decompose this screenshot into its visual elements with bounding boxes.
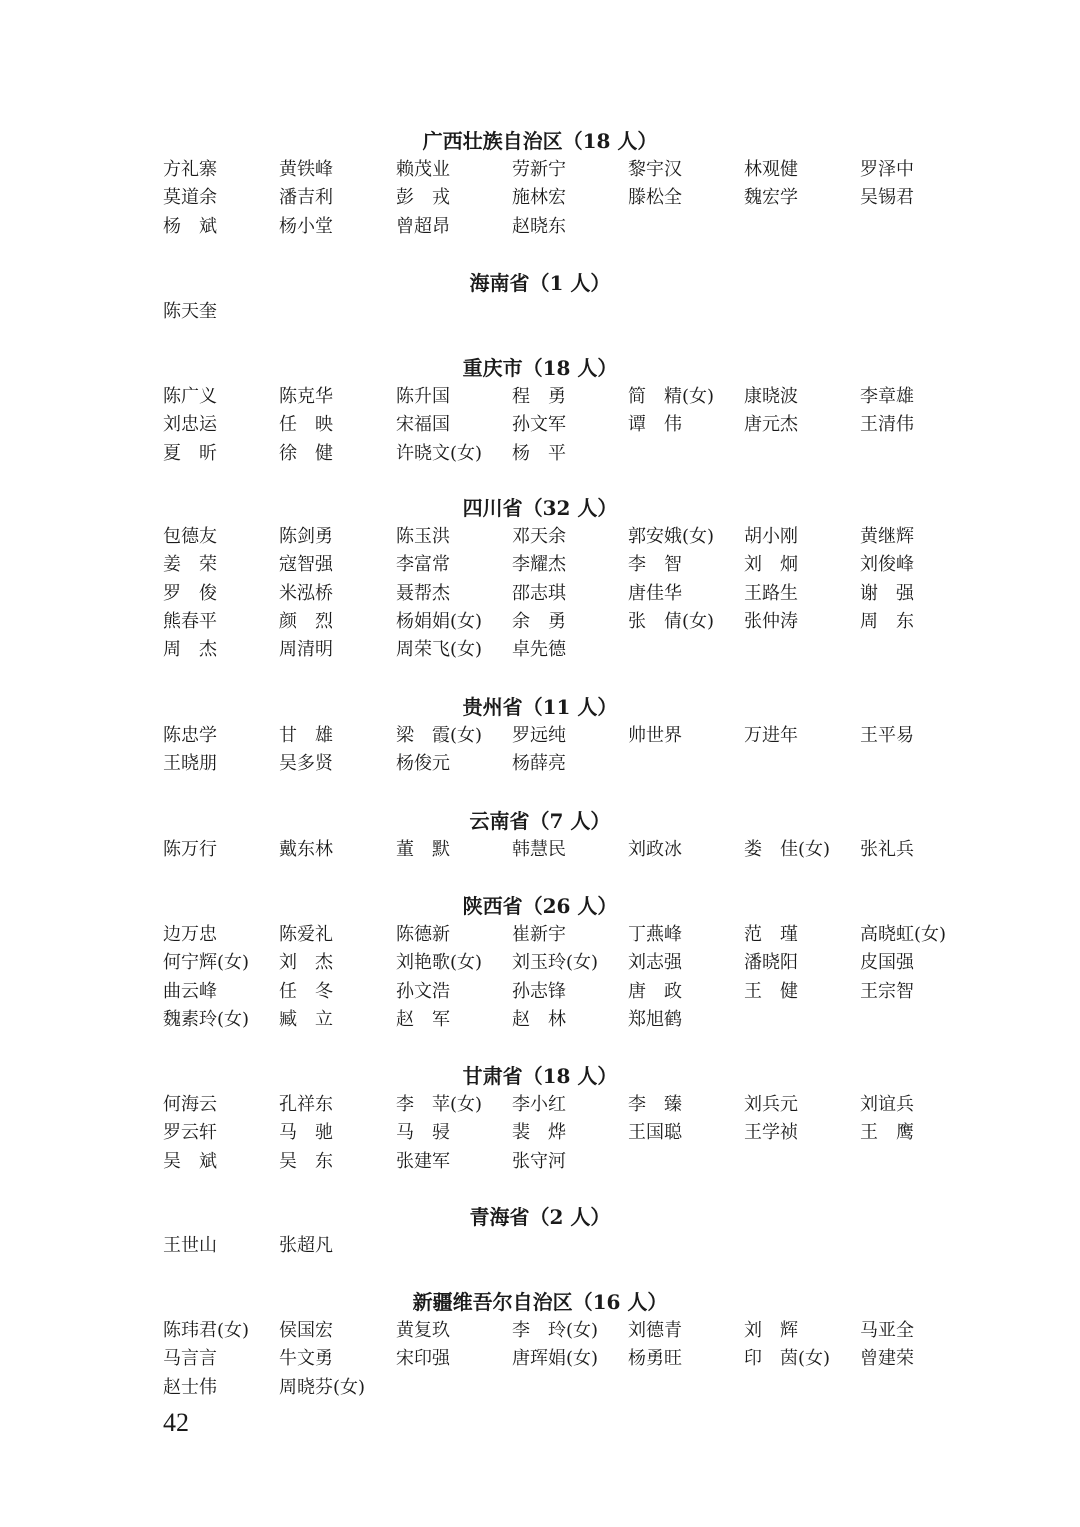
member-name: 程 勇	[512, 386, 566, 407]
member-name: 胡小刚	[744, 526, 798, 547]
member-name: 宋福国	[396, 414, 450, 435]
member-name: 孔祥东	[279, 1094, 333, 1115]
member-name: 潘晓阳	[744, 952, 798, 973]
member-name: 梁 霞(女)	[396, 725, 483, 746]
member-name: 王清伟	[860, 414, 914, 435]
page-number: 42	[163, 1408, 189, 1437]
member-name: 韩慧民	[512, 839, 566, 860]
member-name: 方礼寨	[163, 159, 217, 180]
member-name: 李小红	[512, 1094, 566, 1115]
member-name: 吴 东	[279, 1151, 333, 1172]
province-heading: 陕西省（26 人）	[462, 894, 618, 918]
member-name: 颜 烈	[279, 611, 333, 632]
member-name: 丁燕峰	[628, 924, 682, 945]
member-name: 边万忠	[163, 924, 217, 945]
member-name: 甘 雄	[279, 725, 333, 746]
member-name: 魏宏学	[744, 187, 798, 208]
member-name: 李 玲(女)	[512, 1320, 599, 1341]
province-heading: 广西壮族自治区（18 人）	[422, 129, 658, 153]
member-name: 包德友	[163, 526, 217, 547]
member-name: 宋印强	[396, 1348, 450, 1369]
member-name: 吴多贤	[279, 753, 333, 774]
member-name: 孙文浩	[396, 981, 450, 1002]
member-name: 陈德新	[396, 924, 450, 945]
member-name: 高晓虹(女)	[860, 924, 947, 945]
member-name: 李 臻	[628, 1094, 682, 1115]
member-name: 简 精(女)	[628, 386, 715, 407]
member-name: 李耀杰	[512, 554, 566, 575]
member-name: 何宁辉(女)	[163, 952, 250, 973]
member-name: 谭 伟	[628, 414, 682, 435]
member-name: 刘 炯	[744, 554, 798, 575]
member-name: 孙文军	[512, 414, 566, 435]
member-name: 杨俊元	[396, 753, 450, 774]
member-name: 杨薛亮	[512, 753, 566, 774]
member-name: 刘政冰	[628, 839, 682, 860]
member-name: 皮国强	[860, 952, 914, 973]
member-name: 夏 昕	[163, 443, 217, 464]
member-name: 林观健	[744, 159, 798, 180]
member-name: 杨勇旺	[628, 1348, 682, 1369]
member-name: 赖茂业	[396, 159, 450, 180]
member-name: 杨小堂	[279, 216, 333, 237]
province-heading: 甘肃省（18 人）	[462, 1064, 618, 1088]
member-name: 刘兵元	[744, 1094, 798, 1115]
member-name: 李 苹(女)	[396, 1094, 483, 1115]
member-name: 莫道余	[163, 187, 217, 208]
member-name: 陈克华	[279, 386, 333, 407]
member-name: 米泓桥	[279, 583, 333, 604]
member-name: 任 冬	[279, 981, 333, 1002]
member-name: 陈万行	[163, 839, 217, 860]
member-name: 杨娟娟(女)	[396, 611, 483, 632]
member-name: 邵志琪	[512, 583, 566, 604]
member-name: 刘 杰	[279, 952, 333, 973]
member-name: 吴锡君	[860, 187, 914, 208]
member-name: 余 勇	[512, 611, 566, 632]
member-name: 臧 立	[279, 1009, 333, 1030]
member-name: 张 倩(女)	[628, 611, 715, 632]
province-heading: 海南省（1 人）	[469, 271, 611, 295]
member-name: 李富常	[396, 554, 450, 575]
member-name: 滕松全	[628, 187, 682, 208]
province-heading: 云南省（7 人）	[469, 809, 611, 833]
member-name: 邓天余	[512, 526, 566, 547]
member-name: 许晓文(女)	[396, 443, 483, 464]
member-name: 卓先德	[512, 639, 566, 660]
member-name: 王国聪	[628, 1122, 682, 1143]
member-name: 黎宇汉	[628, 159, 682, 180]
member-name: 张超凡	[279, 1235, 333, 1256]
member-name: 马言言	[163, 1348, 217, 1369]
member-name: 周晓芬(女)	[279, 1377, 366, 1398]
member-name: 赵士伟	[163, 1377, 217, 1398]
member-name: 陈爱礼	[279, 924, 333, 945]
member-name: 曲云峰	[163, 981, 217, 1002]
member-name: 陈忠学	[163, 725, 217, 746]
member-name: 赵 军	[396, 1009, 450, 1030]
member-name: 曾建荣	[860, 1348, 914, 1369]
member-name: 魏素玲(女)	[163, 1009, 250, 1030]
member-name: 何海云	[163, 1094, 217, 1115]
province-heading: 青海省（2 人）	[469, 1205, 611, 1229]
member-name: 周 东	[860, 611, 914, 632]
member-name: 周 杰	[163, 639, 217, 660]
member-name: 张礼兵	[860, 839, 914, 860]
province-heading: 新疆维吾尔自治区（16 人）	[412, 1290, 668, 1314]
member-name: 黄复玖	[396, 1320, 450, 1341]
member-name: 唐 政	[628, 981, 682, 1002]
member-name: 马 驰	[279, 1122, 333, 1143]
member-name: 陈升国	[396, 386, 450, 407]
member-name: 陈广义	[163, 386, 217, 407]
member-name: 刘志强	[628, 952, 682, 973]
member-name: 吴 斌	[163, 1151, 217, 1172]
member-name: 刘玉玲(女)	[512, 952, 599, 973]
member-name: 黄继辉	[860, 526, 914, 547]
member-name: 周荣飞(女)	[396, 639, 483, 660]
member-name: 刘俊峰	[860, 554, 914, 575]
member-name: 陈剑勇	[279, 526, 333, 547]
province-heading: 贵州省（11 人）	[462, 695, 618, 719]
member-name: 陈玮君(女)	[163, 1320, 250, 1341]
member-name: 陈玉洪	[396, 526, 450, 547]
member-name: 彭 戎	[396, 187, 450, 208]
member-name: 帅世界	[628, 725, 682, 746]
member-name: 王世山	[163, 1235, 217, 1256]
member-name: 马 骎	[396, 1122, 450, 1143]
member-name: 赵 林	[512, 1009, 566, 1030]
member-name: 唐佳华	[628, 583, 682, 604]
member-name: 谢 强	[860, 583, 914, 604]
member-name: 王晓朋	[163, 753, 217, 774]
member-name: 寇智强	[279, 554, 333, 575]
member-name: 黄铁峰	[279, 159, 333, 180]
member-name: 王学祯	[744, 1122, 798, 1143]
member-name: 周清明	[279, 639, 333, 660]
member-name: 张仲涛	[744, 611, 798, 632]
member-name: 万进年	[744, 725, 798, 746]
member-name: 刘谊兵	[860, 1094, 914, 1115]
member-name: 聂帮杰	[396, 583, 450, 604]
member-name: 任 映	[279, 414, 333, 435]
member-name: 熊春平	[163, 611, 217, 632]
member-name: 姜 荣	[163, 554, 217, 575]
member-name: 刘忠运	[163, 414, 217, 435]
member-name: 娄 佳(女)	[744, 839, 831, 860]
member-name: 王宗智	[860, 981, 914, 1002]
member-name: 崔新宇	[512, 924, 566, 945]
member-name: 李 智	[628, 554, 682, 575]
member-name: 刘艳歌(女)	[396, 952, 483, 973]
member-name: 王路生	[744, 583, 798, 604]
member-name: 牛文勇	[279, 1348, 333, 1369]
member-name: 刘德青	[628, 1320, 682, 1341]
member-name: 裴 烨	[512, 1122, 566, 1143]
province-heading: 重庆市（18 人）	[462, 356, 618, 380]
member-name: 王 鹰	[860, 1122, 914, 1143]
member-name: 唐珲娟(女)	[512, 1348, 599, 1369]
province-heading: 四川省（32 人）	[462, 496, 618, 520]
member-name: 杨 平	[512, 443, 566, 464]
member-name: 侯国宏	[279, 1320, 333, 1341]
member-name: 董 默	[396, 839, 450, 860]
member-name: 张守河	[512, 1151, 566, 1172]
member-name: 郭安娥(女)	[628, 526, 715, 547]
member-name: 罗 俊	[163, 583, 217, 604]
member-name: 潘吉利	[279, 187, 333, 208]
member-name: 刘 辉	[744, 1320, 798, 1341]
member-name: 马亚全	[860, 1320, 914, 1341]
member-name: 印 茵(女)	[744, 1348, 831, 1369]
member-name: 罗云轩	[163, 1122, 217, 1143]
member-name: 赵晓东	[512, 216, 566, 237]
member-name: 唐元杰	[744, 414, 798, 435]
member-name: 罗泽中	[860, 159, 914, 180]
member-name: 曾超昂	[396, 216, 450, 237]
member-name: 康晓波	[744, 386, 798, 407]
member-name: 孙志锋	[512, 981, 566, 1002]
member-name: 施林宏	[512, 187, 566, 208]
member-name: 范 瑾	[744, 924, 798, 945]
member-name: 张建军	[396, 1151, 450, 1172]
member-name: 李章雄	[860, 386, 914, 407]
member-name: 罗远纯	[512, 725, 566, 746]
member-name: 王 健	[744, 981, 798, 1002]
member-name: 劳新宁	[512, 159, 566, 180]
member-name: 王平易	[860, 725, 914, 746]
member-name: 郑旭鹤	[628, 1009, 682, 1030]
member-name: 陈天奎	[163, 301, 217, 322]
member-name: 戴东林	[279, 839, 333, 860]
member-name: 徐 健	[279, 443, 333, 464]
member-name: 杨 斌	[163, 216, 217, 237]
